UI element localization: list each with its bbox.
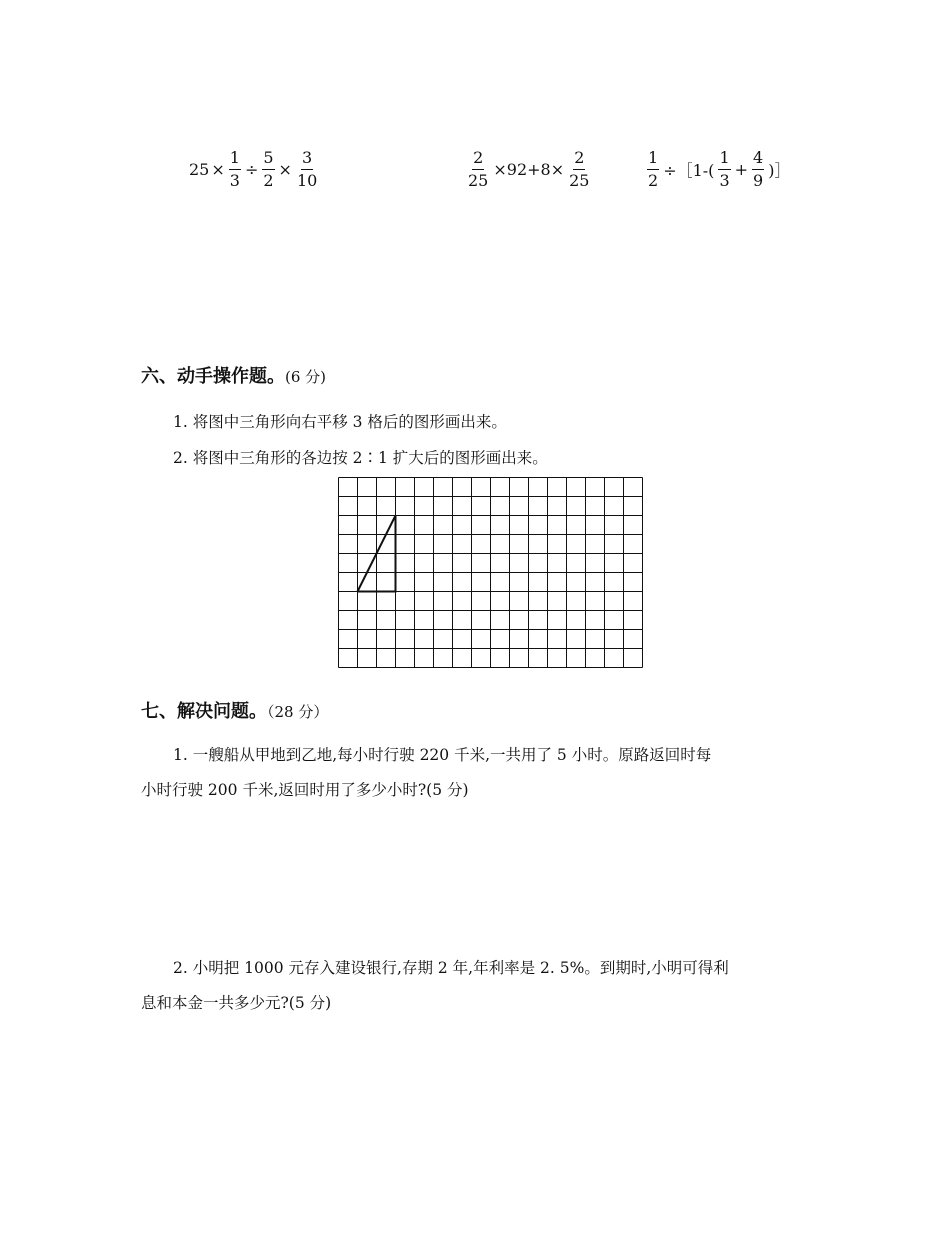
fraction: $\frac{5}{2}$ (263, 148, 274, 190)
fraction: $\frac{1}{3}$ (229, 148, 240, 190)
calc2-middle: ×92+8× (493, 160, 565, 179)
times-symbol: × (278, 160, 292, 179)
section6-item-2: 2. 将图中三角形的各边按 2∶1 扩大后的图形画出来。 (173, 449, 548, 467)
calc-expression-3 (645, 150, 792, 189)
section6-item-1: 1. 将图中三角形向右平移 3 格后的图形画出来。 (173, 413, 507, 431)
calc1-lead: 25 (189, 160, 210, 179)
fraction: $\frac{2}{25}$ (468, 148, 489, 190)
section7-score: （28 分） (267, 703, 329, 721)
grid-lines (339, 478, 643, 668)
square-grid (337, 476, 647, 670)
section7-title: 七、解决问题。 (141, 701, 267, 722)
problem-2-line-1: 2. 小明把 1000 元存入建设银行,存期 2 年,年利率是 2. 5%。到期时,小明可得利 (173, 959, 729, 977)
fraction: $\frac{2}{25}$ (569, 148, 590, 190)
calc-expression-1 (189, 150, 320, 189)
calc3-close: )］ (768, 161, 791, 180)
section6-score: (6 分) (285, 368, 327, 386)
times-symbol: × (211, 160, 225, 179)
section6-heading (141, 362, 326, 388)
fraction: $\frac{1}{3}$ (719, 148, 730, 190)
calc-expression-2 (465, 150, 592, 189)
section6-title: 六、动手操作题。 (141, 366, 285, 387)
problem-2 (141, 951, 813, 1021)
divide-symbol: ÷ (244, 160, 259, 179)
problem-2-line-2: 息和本金一共多少元?(5 分) (141, 994, 332, 1012)
problem-1-line-2: 小时行驶 200 千米,返回时用了多少小时?(5 分) (141, 781, 469, 799)
fraction: $\frac{4}{9}$ (753, 148, 764, 190)
plus-symbol: + (734, 160, 749, 179)
fraction: $\frac{3}{10}$ (296, 148, 318, 190)
section7-heading (141, 697, 328, 723)
problem-1 (141, 738, 813, 808)
fraction: $\frac{1}{2}$ (648, 148, 659, 190)
calc3-open: ÷［1-( (663, 161, 715, 180)
problem-1-line-1: 1. 一艘船从甲地到乙地,每小时行驶 220 千米,一共用了 5 小时。原路返回时每 (173, 746, 712, 764)
